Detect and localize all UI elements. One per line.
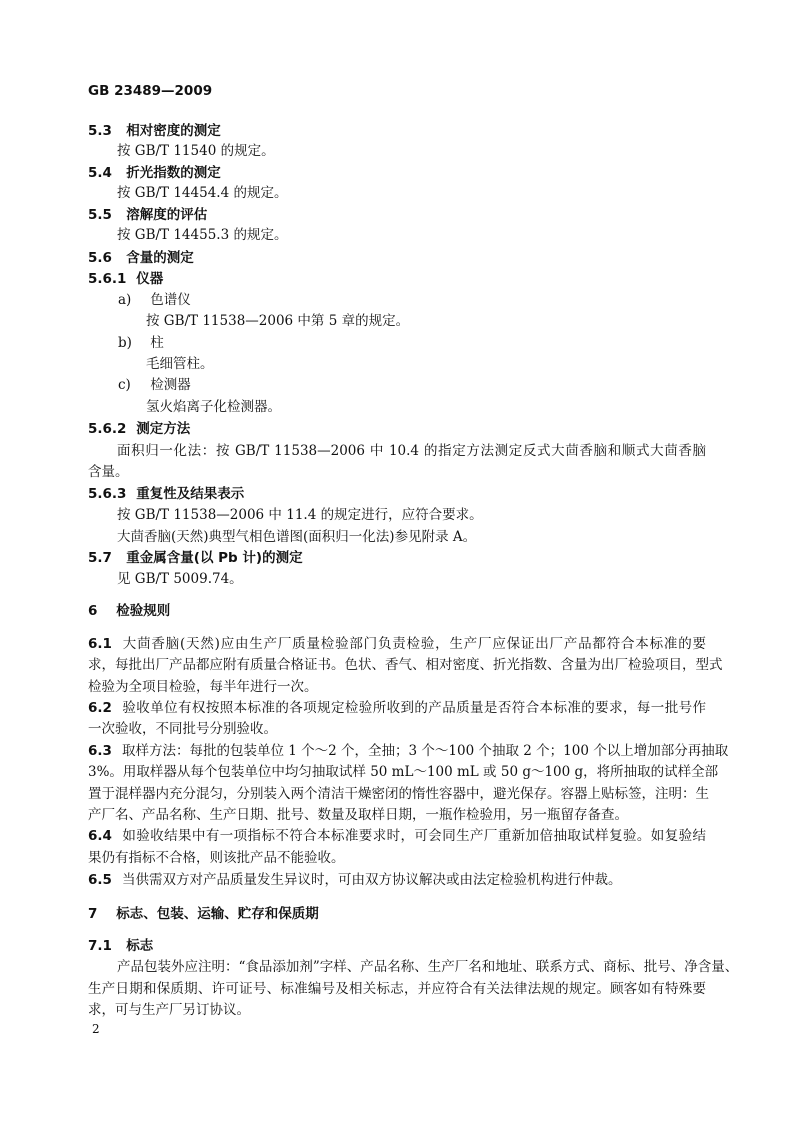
section-title: 测定方法 (136, 421, 191, 437)
section-number: 5.6 (88, 250, 112, 266)
list-item-c (118, 375, 191, 395)
list-item-a-desc: 按 GB/T 11538—2006 中第 5 章的规定。 (146, 313, 410, 329)
section-6-1-line1 (88, 634, 706, 654)
section-5-6-3-line2: 大茴香脑(天然)典型气相色谱图(面积归一化法)参见附录 A。 (117, 529, 477, 545)
section-6-3-line4: 产厂名、产品名称、生产日期、批号、数量及取样日期，一瓶作检验用，另一瓶留存备查。 (88, 807, 628, 823)
section-6-1-line3: 检验为全项目检验，每半年进行一次。 (88, 679, 318, 695)
section-text: 取样方法：每批的包装单位 1 个～2 个，全抽；3 个～100 个抽取 2 个；100 个以上增加部分再抽取 (122, 743, 729, 759)
section-number: 5.7 (88, 550, 112, 566)
section-7-1-line1: 产品包装外应注明：“食品添加剂”字样、产品名称、生产厂名和地址、联系方式、商标、批号、净含量、 (117, 959, 739, 975)
section-6-4-line2: 果仍有指标不合格，则该批产品不能验收。 (88, 850, 345, 866)
section-title: 含量的测定 (126, 250, 194, 266)
section-number: 5.3 (88, 123, 112, 139)
section-text: 如验收结果中有一项指标不符合本标准要求时，可会同生产厂重新加倍抽取试样复验。如复验结 (122, 828, 706, 844)
section-7-1-heading (88, 936, 153, 956)
section-7-1-line2: 生产日期和保质期、许可证号、标准编号及相关标志，并应符合有关法律法规的规定。顾客如有特殊要 (88, 981, 706, 997)
section-6-4-line1 (88, 826, 706, 846)
list-item-b-desc: 毛细管柱。 (146, 356, 214, 372)
section-number: 5.6.3 (88, 486, 127, 502)
section-5-7-heading (88, 548, 303, 568)
section-number: 5.6.2 (88, 421, 127, 437)
section-5-6-2-heading (88, 419, 190, 439)
list-label: b) (118, 335, 132, 351)
section-number: 6.3 (88, 743, 112, 759)
section-text: 当供需双方对产品质量发生异议时，可由双方协议解决或由法定检验机构进行仲裁。 (122, 872, 622, 888)
list-name: 柱 (150, 335, 164, 351)
section-number: 5.6.1 (88, 271, 127, 287)
section-title: 折光指数的测定 (126, 165, 221, 181)
section-5-3-text: 按 GB/T 11540 的规定。 (117, 143, 275, 159)
section-5-6-2-line2: 含量。 (88, 464, 129, 480)
section-5-6-2-line1: 面积归一化法：按 GB/T 11538—2006 中 10.4 的指定方法测定反式大茴香脑和顺式大茴香脑 (117, 443, 706, 459)
section-number: 5.4 (88, 165, 112, 181)
section-5-5-heading (88, 205, 207, 225)
section-title: 相对密度的测定 (126, 123, 221, 139)
section-title: 仪器 (136, 271, 164, 287)
section-title: 溶解度的评估 (126, 207, 208, 223)
section-title: 标志 (126, 938, 154, 954)
section-5-6-heading (88, 248, 194, 268)
section-6-5-line1 (88, 870, 622, 890)
section-number: 6.2 (88, 700, 112, 716)
standard-number-header: GB 23489—2009 (88, 83, 213, 99)
section-number: 6.4 (88, 828, 112, 844)
page-number: 2 (92, 1022, 100, 1036)
section-5-6-3-line1: 按 GB/T 11538—2006 中 11.4 的规定进行，应符合要求。 (117, 507, 483, 523)
section-6-1-line2: 求，每批出厂产品都应附有质量合格证书。色状、香气、相对密度、折光指数、含量为出厂检验项目，型式 (88, 657, 723, 673)
section-5-7-text: 见 GB/T 5009.74。 (117, 571, 243, 587)
list-label: c) (118, 377, 131, 393)
list-name: 色谱仪 (150, 292, 191, 308)
section-title: 重金属含量(以 Pb 计)的测定 (126, 550, 303, 566)
section-number: 6.1 (88, 636, 112, 652)
chapter-6-heading (88, 601, 170, 621)
chapter-number: 6 (88, 603, 98, 619)
section-6-3-line3: 置于混样器内充分混匀，分别装入两个清洁干燥密闭的惰性容器中，避光保存。容器上贴标签，注明：生 (88, 786, 709, 802)
chapter-title: 标志、包装、运输、贮存和保质期 (116, 906, 319, 922)
section-number: 6.5 (88, 872, 112, 888)
section-number: 5.5 (88, 207, 112, 223)
section-text: 大茴香脑(天然)应由生产厂质量检验部门负责检验，生产厂应保证出厂产品都符合本标准的要 (122, 636, 706, 652)
section-5-6-3-heading (88, 484, 244, 504)
section-6-3-line2: 3%。用取样器从每个包装单位中均匀抽取试样 50 mL～100 mL 或 50 g～100 g，将所抽取的试样全部 (88, 764, 719, 780)
section-5-4-heading (88, 163, 221, 183)
section-6-2-line2: 一次验收，不同批号分别验收。 (88, 721, 277, 737)
section-title: 重复性及结果表示 (136, 486, 245, 502)
list-name: 检测器 (150, 377, 191, 393)
list-item-c-desc: 氢火焰离子化检测器。 (146, 399, 281, 415)
list-label: a) (118, 292, 132, 308)
chapter-7-heading (88, 904, 319, 924)
section-6-3-line1 (88, 741, 729, 761)
list-item-a (118, 290, 191, 310)
chapter-title: 检验规则 (116, 603, 171, 619)
section-6-2-line1 (88, 698, 706, 718)
section-5-5-text: 按 GB/T 14455.3 的规定。 (117, 227, 288, 243)
section-5-3-heading (88, 121, 221, 141)
chapter-number: 7 (88, 906, 98, 922)
list-item-b (118, 333, 164, 353)
section-text: 验收单位有权按照本标准的各项规定检验所收到的产品质量是否符合本标准的要求，每一批号作 (122, 700, 706, 716)
section-number: 7.1 (88, 938, 112, 954)
section-5-4-text: 按 GB/T 14454.4 的规定。 (117, 185, 288, 201)
section-7-1-line3: 求，可与生产厂另订协议。 (88, 1002, 250, 1018)
section-5-6-1-heading (88, 269, 163, 289)
